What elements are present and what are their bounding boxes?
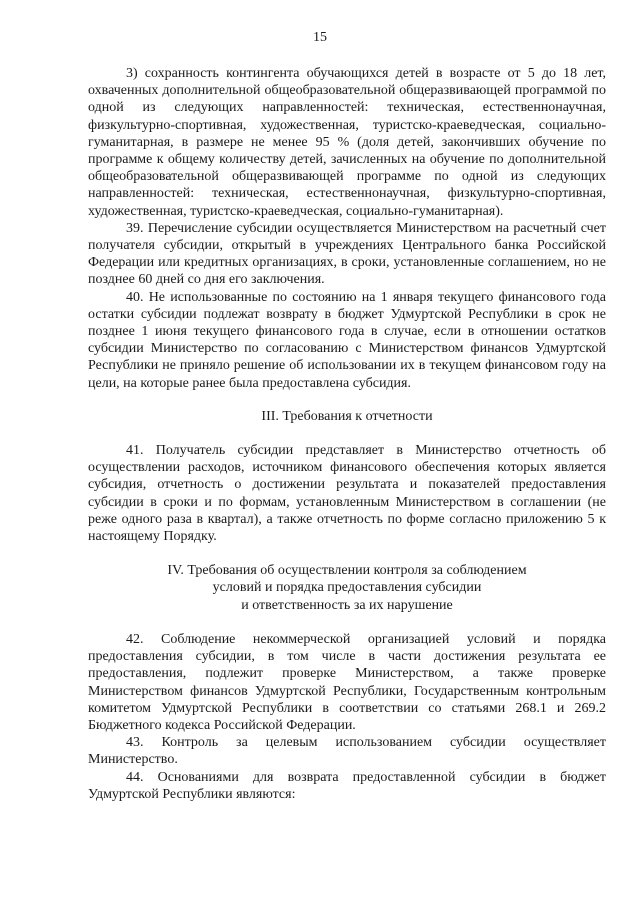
document-body [88,65,606,803]
paragraph-40: 40. Не использованные по состоянию на 1 января текущего финансового года остатки субсидии подлежат возврату в бюджет Удмуртской Республики в срок не позднее 1 июня текущего финансового года в случае, если в отношении остатков субсидии Министерство по согласованию с Министерством финансов Удмуртской Республики не приняло решение об использовании их в текущем финансовом году на цели, на которые ранее была предоставлена субсидия. [88,289,606,391]
paragraph-43: 43. Контроль за целевым использованием субсидии осуществляет Министерство. [88,735,606,768]
section-heading-control [88,562,606,614]
section-heading-reporting: III. Требования к отчетности [261,408,433,424]
paragraph-39: 39. Перечисление субсидии осуществляется Министерством на расчетный счет получателя субсидии, открытый в учреждениях Центрального банка Российской Федерации или кредитных организациях, в сроки, установленные соглашением, но не позднее 60 дней со дня его заключения. [88,220,606,288]
paragraph-item-3: 3) сохранность контингента обучающихся детей в возрасте от 5 до 18 лет, охваченных дополнительной общеобразовательной общеразвивающей программой по одной из следующих направленностей: техническая, естественнонаучная, физкультурно-спортивная, художественная, туристско-краеведческая, социально-гуманитарная, в размере не менее 95 % (доля детей, закончивших обучение по программе к общему количеству детей, зачисленных на обучение по дополнительной общеобразовательной общеразвивающей программе по одной из следующих направленностей: техническая, естественнонаучная, физкультурно-спортивная, художественная, туристско-краеведческая, социально-гуманитарная). [88,66,606,219]
paragraph-44: 44. Основаниями для возврата предоставленной субсидии в бюджет Удмуртской Республики являются: [88,769,606,802]
paragraph-42: 42. Соблюдение некоммерческой организацией условий и порядка предоставления субсидии, в том числе в части достижения результата ее предоставления, подлежит проверке Министерством, а также проверке Министерством финансов Удмуртской Республики, Государственным контрольным комитетом Удмуртской Республики в соответствии со статьями 268.1 и 269.2 Бюджетного кодекса Российской Федерации. [88,631,606,733]
paragraph-41: 41. Получатель субсидии представляет в Министерство отчетность об осуществлении расходов, источником финансового обеспечения которых является субсидия, отчетность о достижении результата и показателей предоставления субсидии в сроки и по формам, установленным Министерством в соглашении (не реже одного раза в квартал), а также отчетность по форме согласно приложению 5 к настоящему Порядку. [88,443,606,545]
section-heading-line: условий и порядка предоставления субсидии [212,580,482,596]
section-heading-line: IV. Требования об осуществлении контроля за соблюдением [167,563,527,579]
page-number: 15 [313,30,327,45]
section-heading-line: и ответственность за их нарушение [241,597,453,613]
